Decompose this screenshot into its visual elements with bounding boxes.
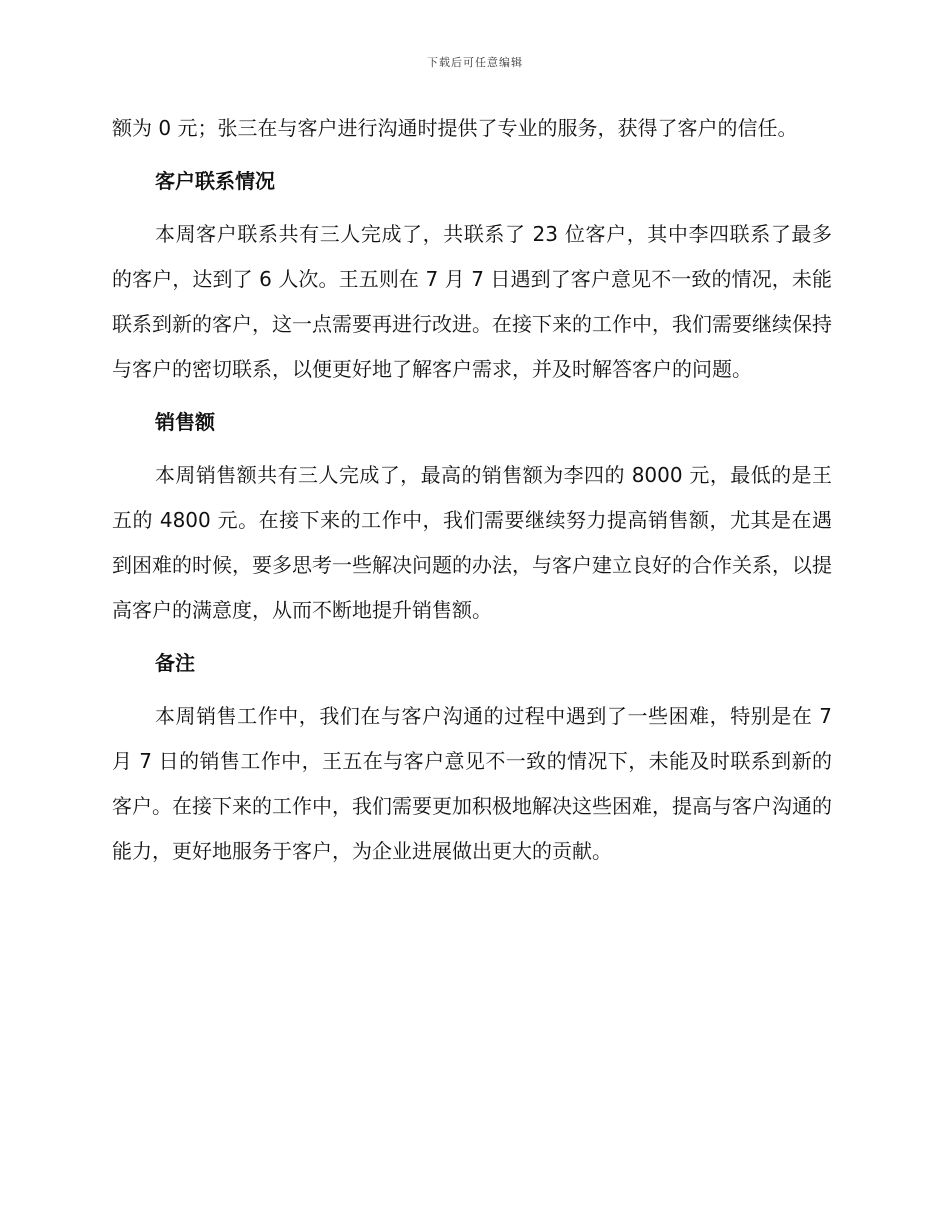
customer-contact-heading: 客户联系情况 (155, 169, 275, 193)
customer-contact-paragraph: 本周客户联系共有三人完成了，共联系了 23 位客户，其中李四联系了最多的客户，达到了 6 人次。王五则在 7 月 7 日遇到了客户意见不一致的情况，未能联系到新的客户，这一点需要再进行改进。在接下来的工作中，我们需要继续保持与客户的密切联系，以便更好地了解客户需求，并及时解答客户的问题。 (112, 222, 832, 381)
sales-heading: 销售额 (155, 410, 215, 434)
document-body (112, 106, 832, 874)
intro-continuation-paragraph: 额为 0 元；张三在与客户进行沟通时提供了专业的服务，获得了客户的信任。 (112, 116, 798, 140)
page-header: 下载后可任意编辑 (427, 56, 523, 69)
sales-paragraph: 本周销售额共有三人完成了，最高的销售额为李四的 8000 元，最低的是王五的 4800 元。在接下来的工作中，我们需要继续努力提高销售额，尤其是在遇到困难的时候，要多思考一些解决问题的办法，与客户建立良好的合作关系，以提高客户的满意度，从而不断地提升销售额。 (112, 463, 832, 622)
notes-heading: 备注 (155, 651, 195, 675)
notes-paragraph: 本周销售工作中，我们在与客户沟通的过程中遇到了一些困难，特别是在 7 月 7 日的销售工作中，王五在与客户意见不一致的情况下，未能及时联系到新的客户。在接下来的工作中，我们需要更加积极地解决这些困难，提高与客户沟通的能力，更好地服务于客户，为企业进展做出更大的贡献。 (112, 704, 832, 863)
